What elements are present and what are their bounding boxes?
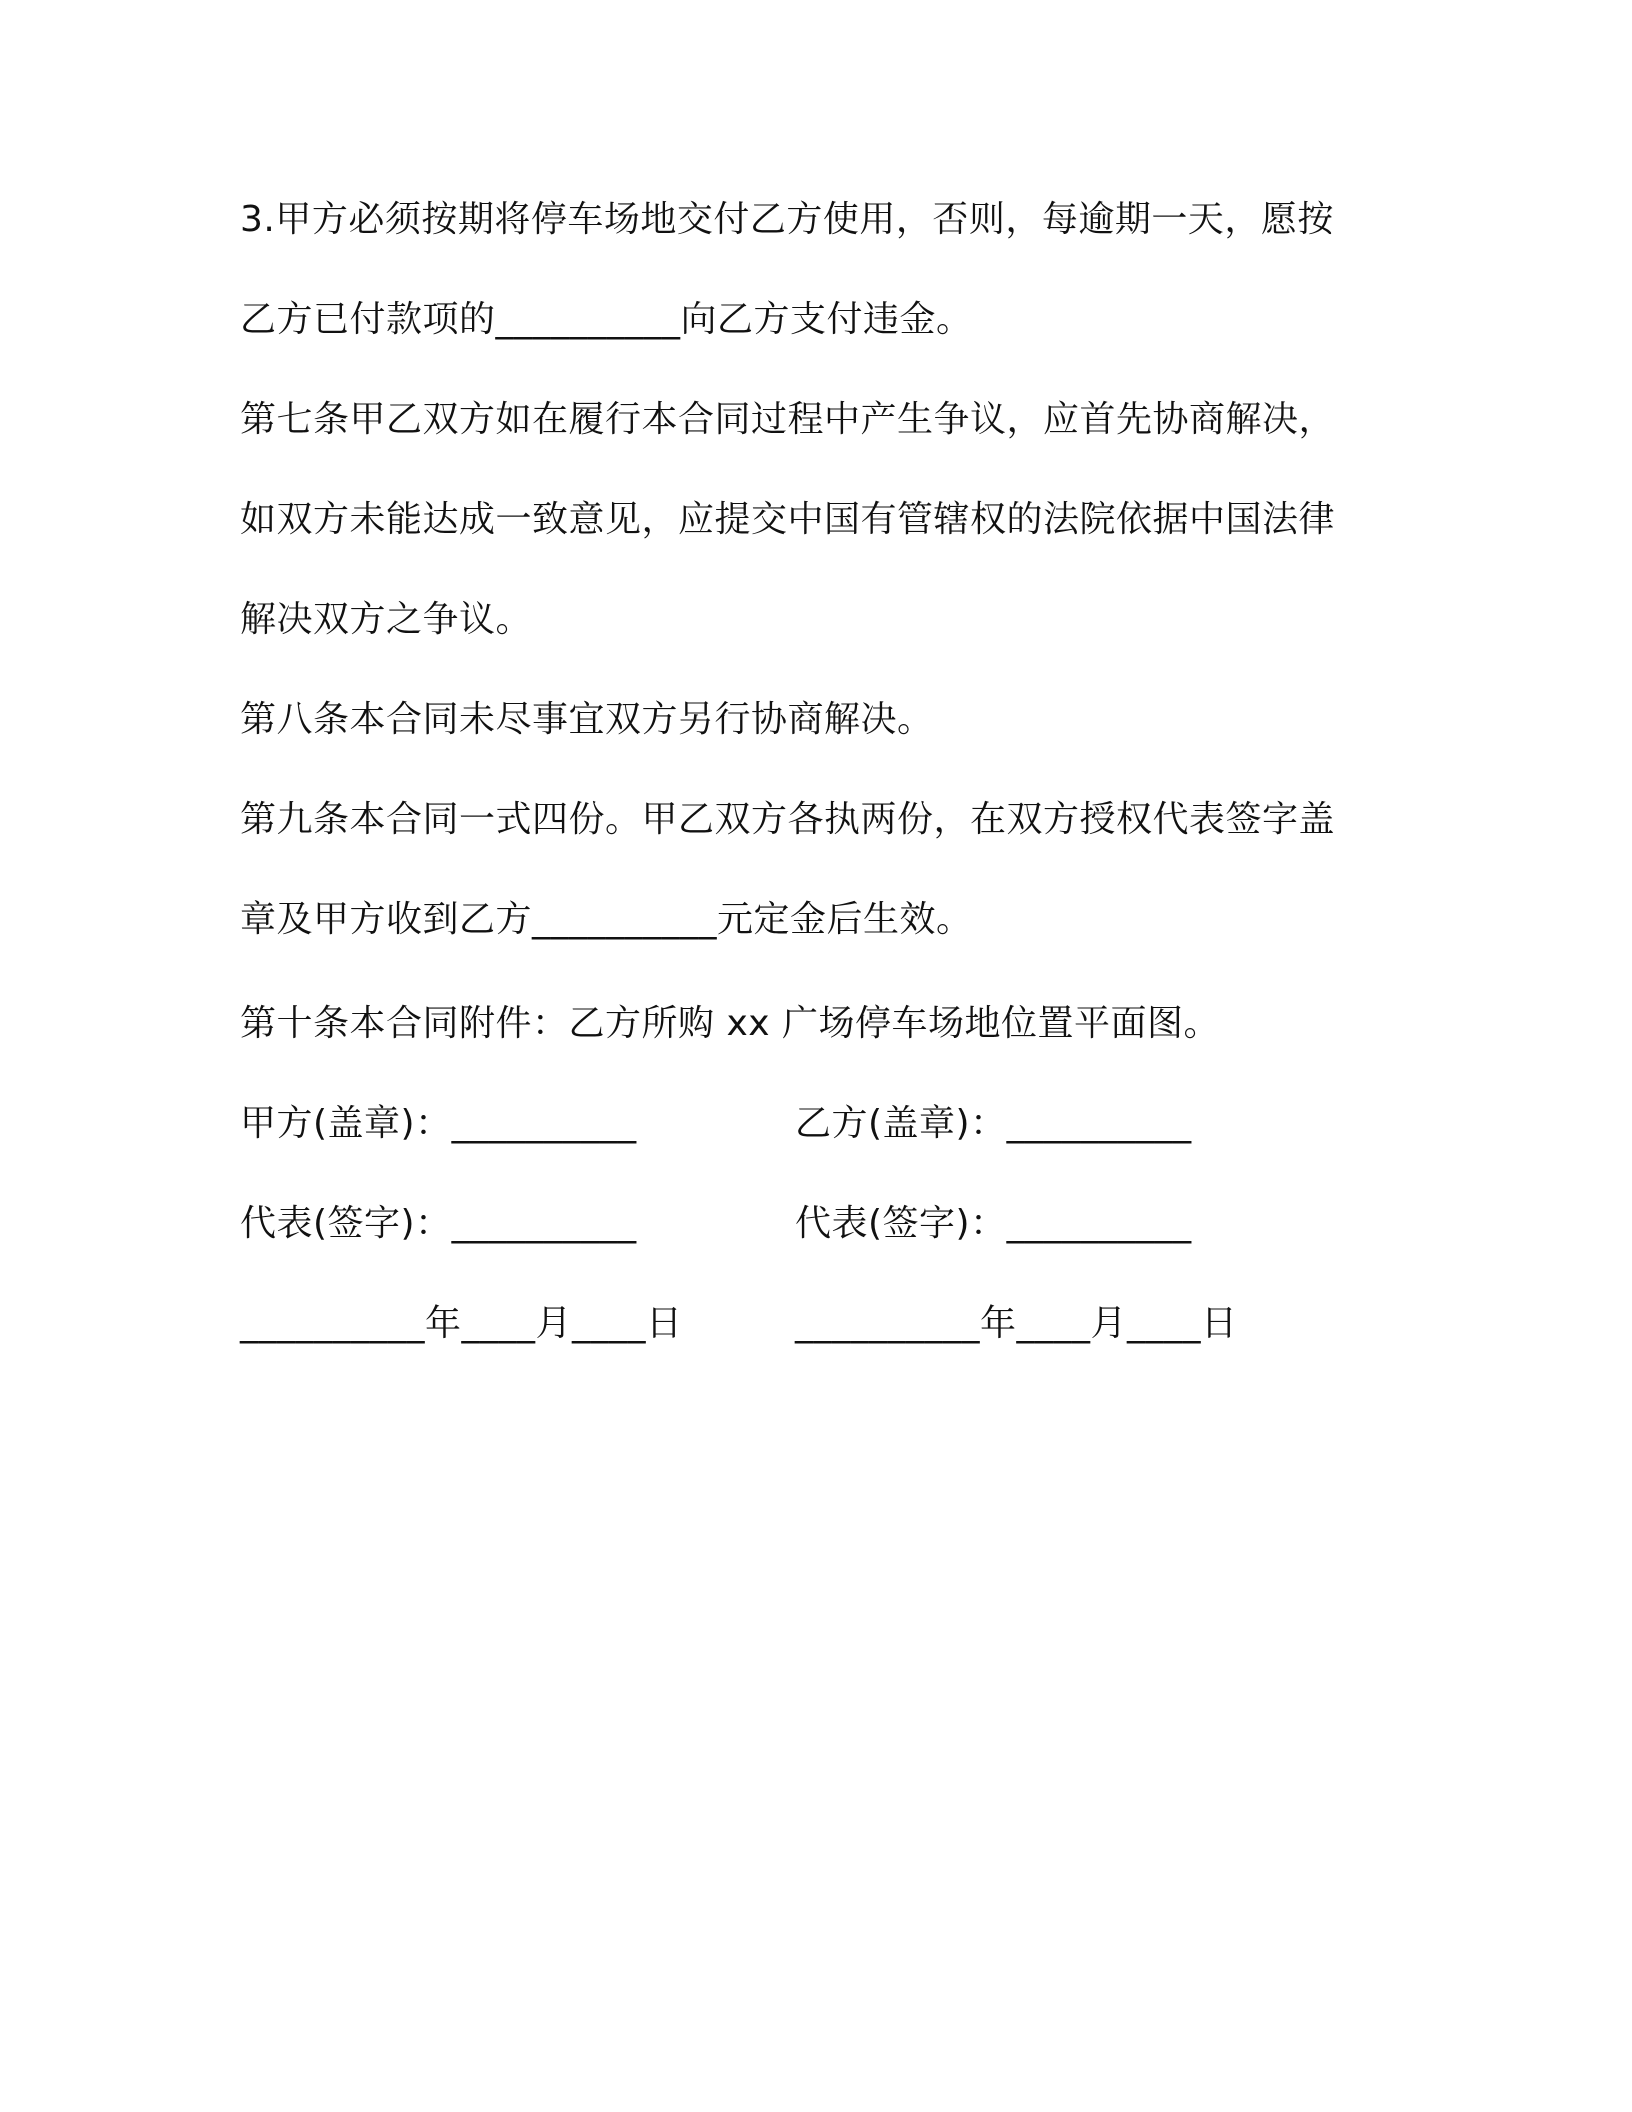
party-b-seal-line: 乙方(盖章)：__________ <box>795 1103 1192 1144</box>
paragraph-line: 解决双方之争议。 <box>240 599 533 640</box>
paragraph-line: 乙方已付款项的__________向乙方支付违金。 <box>240 299 973 340</box>
paragraph-line: 第九条本合同一式四份。甲乙双方各执两份，在双方授权代表签字盖 <box>240 799 1336 840</box>
paragraph-line: 如双方未能达成一致意见，应提交中国有管辖权的法院依据中国法律 <box>240 499 1336 540</box>
party-a-rep-line: 代表(签字)：__________ <box>240 1203 637 1244</box>
paragraph-line: 章及甲方收到乙方__________元定金后生效。 <box>240 899 973 940</box>
party-a-seal-line: 甲方(盖章)：__________ <box>240 1103 637 1144</box>
party-a-date-line: __________年____月____日 <box>240 1303 683 1344</box>
paragraph-line: 第十条本合同附件：乙方所购 xx 广场停车场地位置平面图。 <box>240 1003 1220 1044</box>
party-b-date-line: __________年____月____日 <box>795 1303 1238 1344</box>
paragraph-line: 第七条甲乙双方如在履行本合同过程中产生争议，应首先协商解决， <box>240 399 1336 440</box>
paragraph-line: 第八条本合同未尽事宜双方另行协商解决。 <box>240 699 934 740</box>
paragraph-line: 3.甲方必须按期将停车场地交付乙方使用，否则，每逾期一天，愿按 <box>240 199 1334 240</box>
party-b-rep-line: 代表(签字)：__________ <box>795 1203 1192 1244</box>
